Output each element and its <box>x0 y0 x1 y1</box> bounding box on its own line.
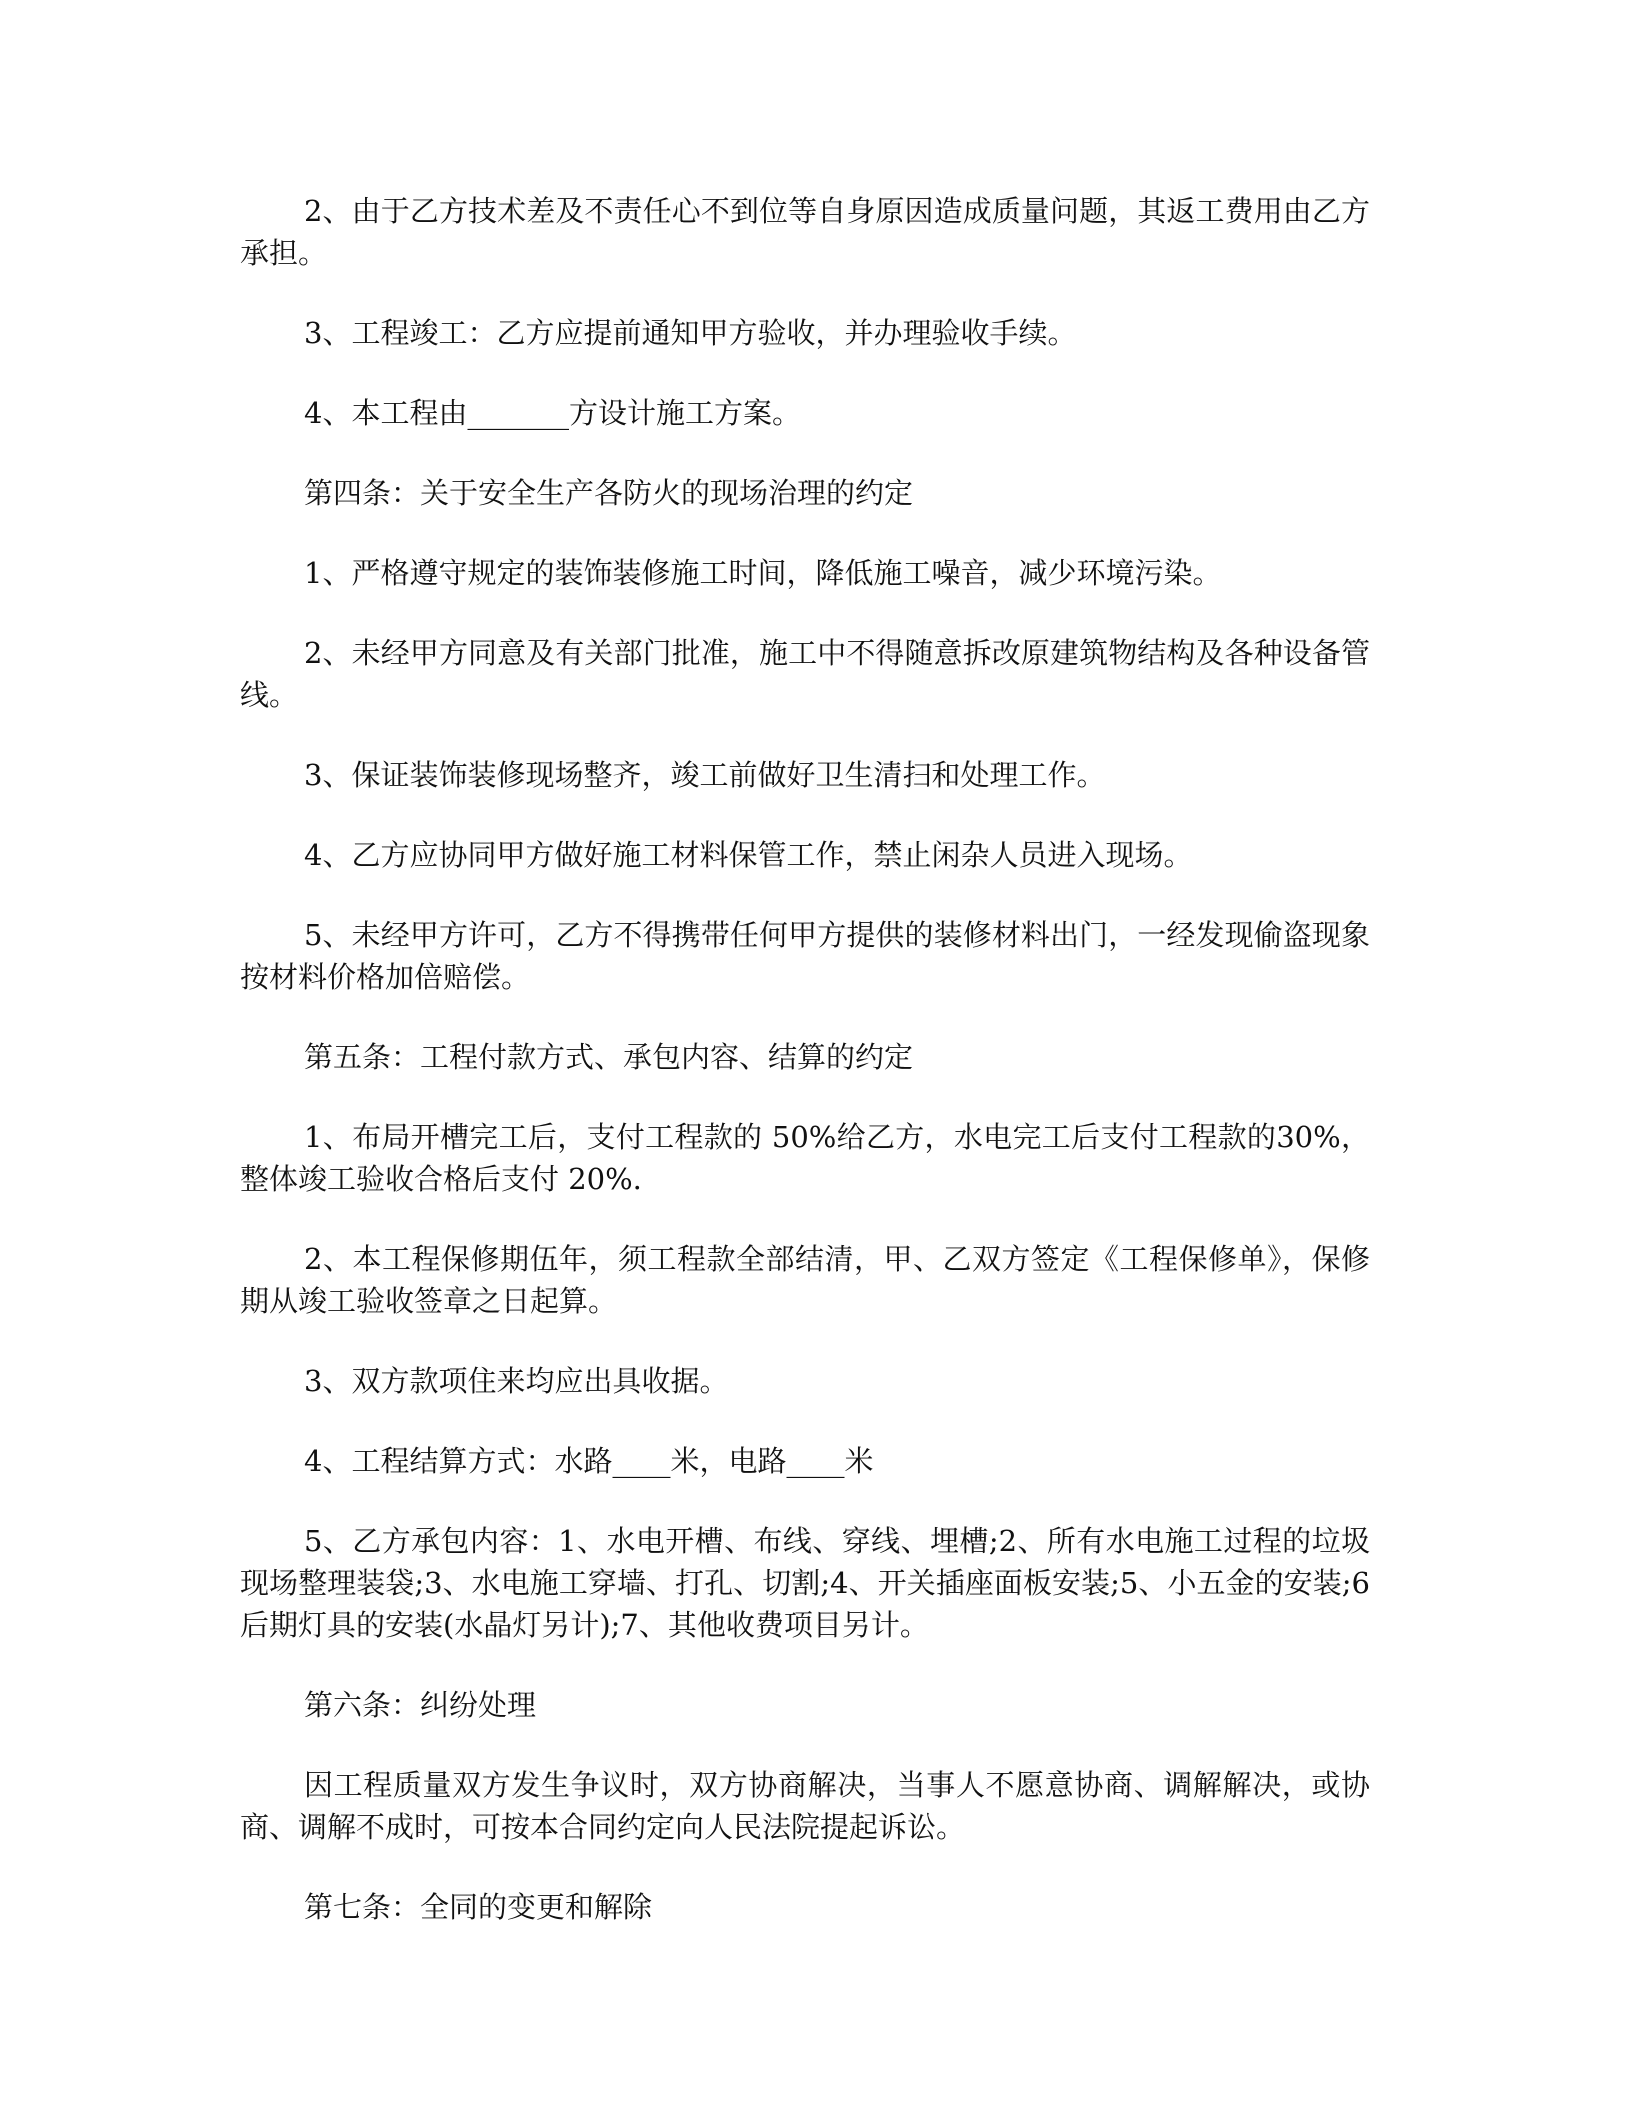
article-4-item-5: 5、未经甲方许可，乙方不得携带任何甲方提供的装修材料出门，一经发现偷盗现象按材料价格加倍赔偿。 <box>240 918 1370 994</box>
article-6-body: 因工程质量双方发生争议时，双方协商解决，当事人不愿意协商、调解解决，或协商、调解不成时，可按本合同约定向人民法院提起诉讼。 <box>240 1768 1370 1844</box>
article-5-item-1: 1、布局开槽完工后，支付工程款的 50%给乙方，水电完工后支付工程款的30%，整体竣工验收合格后支付 20%. <box>240 1120 1370 1196</box>
article-7-heading: 第七条：全同的变更和解除 <box>304 1890 653 1924</box>
article-4-item-2: 2、未经甲方同意及有关部门批准，施工中不得随意拆改原建筑物结构及各种设备管线。 <box>240 636 1370 712</box>
article-4-heading: 第四条：关于安全生产各防火的现场治理的约定 <box>304 476 914 510</box>
article-6-heading: 第六条：纠纷处理 <box>304 1688 537 1722</box>
article-5-heading: 第五条：工程付款方式、承包内容、结算的约定 <box>304 1040 914 1074</box>
document-page <box>240 190 1370 1966</box>
article-5-item-3: 3、双方款项住来均应出具收据。 <box>304 1364 729 1398</box>
clause-3-item-2: 2、由于乙方技术差及不责任心不到位等自身原因造成质量问题，其返工费用由乙方承担。 <box>240 194 1370 270</box>
clause-3-item-3: 3、工程竣工：乙方应提前通知甲方验收，并办理验收手续。 <box>304 316 1077 350</box>
article-5-item-5: 5、乙方承包内容：1、水电开槽、布线、穿线、埋槽;2、所有水电施工过程的垃圾现场整理装袋;3、水电施工穿墙、打孔、切割;4、开关插座面板安装;5、小五金的安装;6 后期灯具的安装(水晶灯另计);7、其他收费项目另计。 <box>240 1524 1370 1642</box>
article-4-item-3: 3、保证装饰装修现场整齐，竣工前做好卫生清扫和处理工作。 <box>304 758 1106 792</box>
clause-3-item-4: 4、本工程由_______方设计施工方案。 <box>304 396 801 430</box>
article-4-item-1: 1、严格遵守规定的装饰装修施工时间，降低施工噪音，减少环境污染。 <box>304 556 1222 590</box>
article-5-item-2: 2、本工程保修期伍年，须工程款全部结清，甲、乙双方签定《工程保修单》，保修期从竣工验收签章之日起算。 <box>240 1242 1370 1318</box>
article-4-item-4: 4、乙方应协同甲方做好施工材料保管工作，禁止闲杂人员进入现场。 <box>304 838 1193 872</box>
article-5-item-4: 4、工程结算方式：水路____米，电路____米 <box>304 1444 874 1478</box>
